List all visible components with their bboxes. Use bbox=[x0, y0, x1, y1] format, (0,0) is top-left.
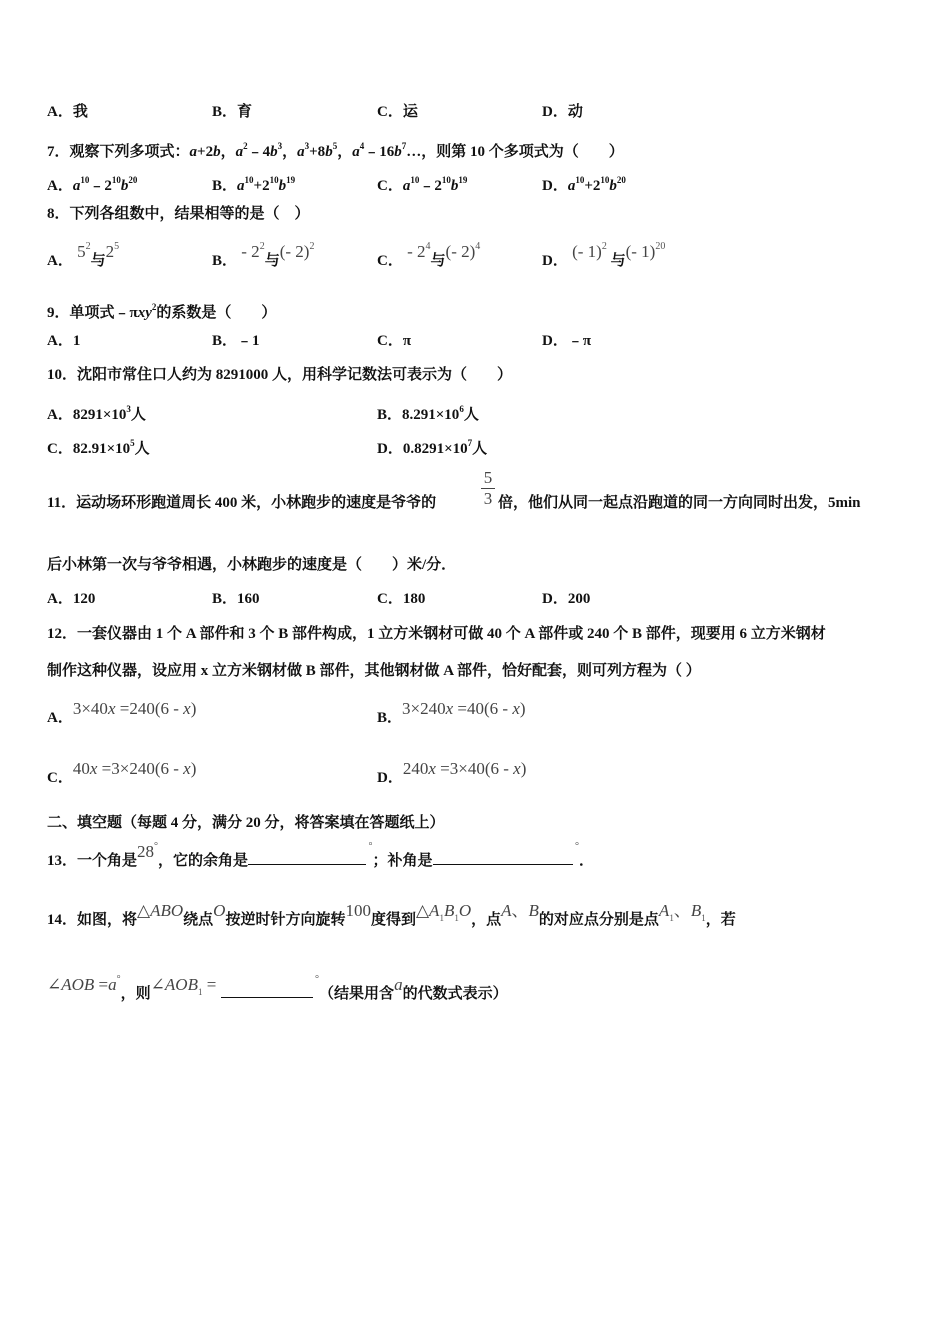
math-segment: A bbox=[501, 901, 512, 920]
text-segment: 与 bbox=[430, 253, 446, 269]
math-segment: 1 bbox=[454, 913, 459, 923]
text-segment: ﹣2 bbox=[89, 178, 112, 194]
text-segment: B． bbox=[212, 178, 238, 194]
text-line bbox=[47, 136, 624, 162]
math-segment: ABO bbox=[150, 901, 184, 920]
text-line bbox=[212, 589, 260, 609]
math-segment: 10 bbox=[80, 175, 90, 185]
math-segment: b bbox=[450, 178, 459, 194]
text-segment: C． bbox=[47, 770, 73, 786]
text-segment: A． bbox=[47, 253, 73, 269]
math-segment: 10 bbox=[410, 175, 420, 185]
math-segment: 40 bbox=[72, 759, 90, 778]
math-segment: 6 bbox=[459, 404, 464, 414]
text-line bbox=[212, 102, 252, 122]
text-segment: 9．单项式﹣π bbox=[47, 305, 138, 321]
text-line bbox=[47, 813, 445, 833]
text-segment: 的代数式表示） bbox=[402, 986, 508, 1002]
text-segment: 人 bbox=[463, 407, 479, 423]
math-segment: 10 bbox=[111, 175, 121, 185]
math-segment: a bbox=[402, 178, 411, 194]
text-segment: D．﹣π bbox=[542, 333, 592, 349]
math-segment: 2 bbox=[151, 302, 157, 312]
text-segment: 10．沈阳市常住口人约为 8291000 人，用科学记数法可表示为（ ） bbox=[47, 367, 513, 383]
text-segment: 按逆时针方向旋转 bbox=[225, 912, 346, 928]
math-segment: 1 bbox=[669, 913, 674, 923]
math-segment: b bbox=[394, 144, 402, 160]
text-line bbox=[212, 241, 315, 273]
text-segment: B．﹣1 bbox=[212, 333, 260, 349]
math-segment: a bbox=[297, 144, 305, 160]
text-segment: 人 bbox=[472, 441, 488, 457]
math-segment: ∠ bbox=[150, 975, 165, 994]
text-line bbox=[47, 297, 276, 323]
text-segment: D．0.8291×10 bbox=[377, 441, 468, 457]
math-segment: 、 bbox=[511, 901, 529, 920]
math-segment: 1 bbox=[439, 913, 444, 923]
math-segment: 2 bbox=[259, 241, 265, 252]
text-segment: B．160 bbox=[212, 591, 260, 607]
text-line bbox=[377, 331, 411, 351]
math-segment: =40(6 - bbox=[453, 699, 513, 718]
math-segment: 2 bbox=[243, 141, 248, 151]
math-segment: 4 bbox=[425, 241, 431, 252]
math-segment: B bbox=[443, 901, 455, 920]
text-line bbox=[47, 901, 736, 931]
text-segment: 与 bbox=[90, 253, 106, 269]
text-segment: 制作这种仪器，设应用 x 立方米钢材做 B 部件，其他钢材做 A 部件，恰好配套，则可列方程为（ ） bbox=[47, 663, 701, 679]
answer-blank bbox=[248, 850, 366, 865]
math-segment: 7 bbox=[401, 141, 407, 151]
text-segment: 绕点 bbox=[183, 912, 214, 928]
text-segment: 7．观察下列多项式： bbox=[47, 144, 190, 160]
math-segment: x bbox=[428, 759, 436, 778]
math-segment: A bbox=[658, 901, 670, 920]
math-segment: 7 bbox=[467, 438, 473, 448]
text-segment: ，若 bbox=[705, 912, 736, 928]
math-segment: AOB bbox=[164, 975, 198, 994]
text-segment: B．育 bbox=[212, 104, 253, 120]
text-line bbox=[377, 433, 487, 459]
math-segment: - 2 bbox=[237, 242, 260, 261]
math-segment: ) bbox=[190, 699, 197, 718]
math-segment: 3×40 bbox=[72, 699, 108, 718]
text-segment: C．82.91×10 bbox=[47, 441, 131, 457]
math-segment: ) bbox=[190, 759, 197, 778]
text-line bbox=[47, 661, 701, 681]
text-segment: B． bbox=[377, 710, 403, 726]
math-segment: 5 bbox=[130, 438, 135, 448]
text-line bbox=[47, 399, 146, 425]
text-segment: ，它的余角是 bbox=[158, 853, 249, 869]
text-segment: 14．如图，将 bbox=[47, 912, 138, 928]
text-line bbox=[47, 841, 595, 873]
text-segment: A．8291×10 bbox=[47, 407, 127, 423]
math-segment: b bbox=[213, 144, 221, 160]
math-segment: a bbox=[567, 178, 576, 194]
text-segment: +2 bbox=[197, 144, 214, 160]
math-segment: 10 bbox=[441, 175, 451, 185]
math-segment: 4 bbox=[359, 141, 365, 151]
math-segment: a bbox=[189, 144, 198, 160]
text-segment: （结果用含 bbox=[319, 986, 395, 1002]
text-segment: ，点 bbox=[471, 912, 502, 928]
text-segment: ﹣2 bbox=[419, 178, 442, 194]
text-segment: ﹣16 bbox=[364, 144, 395, 160]
text-segment: C． bbox=[377, 253, 403, 269]
math-segment: 、 bbox=[673, 901, 691, 920]
text-segment: ；补角是 bbox=[372, 853, 433, 869]
text-segment: 与 bbox=[606, 253, 626, 269]
text-line bbox=[212, 331, 260, 351]
text-segment: +2 bbox=[253, 178, 270, 194]
text-line bbox=[542, 589, 590, 609]
math-segment: ) bbox=[519, 699, 526, 718]
math-segment: 20 bbox=[655, 241, 666, 252]
math-segment: 10 bbox=[269, 175, 279, 185]
text-segment: A． bbox=[47, 710, 73, 726]
text-line bbox=[47, 365, 512, 385]
answer-blank bbox=[221, 983, 313, 998]
text-line bbox=[377, 699, 526, 728]
math-segment: (- 1) bbox=[567, 242, 602, 261]
math-segment: x bbox=[183, 699, 191, 718]
math-segment: ° bbox=[366, 841, 373, 852]
math-segment: 20 bbox=[128, 175, 138, 185]
math-segment: = bbox=[94, 975, 109, 994]
math-segment: ° bbox=[116, 974, 121, 985]
math-segment: (- 2) bbox=[445, 242, 476, 261]
text-segment: D．动 bbox=[542, 104, 583, 120]
text-segment: 与 bbox=[264, 253, 280, 269]
text-segment: ． bbox=[579, 853, 595, 869]
fraction-numerator: 5 bbox=[483, 468, 493, 487]
text-line bbox=[377, 589, 425, 609]
text-line bbox=[542, 241, 666, 273]
math-segment: 10 bbox=[600, 175, 610, 185]
math-segment: 5 bbox=[114, 241, 120, 252]
text-line bbox=[377, 170, 467, 196]
text-segment: ，则 bbox=[120, 986, 151, 1002]
math-segment: b bbox=[270, 144, 278, 160]
math-segment: 3 bbox=[277, 141, 283, 151]
text-segment: 的系数是（ ） bbox=[156, 305, 277, 321]
text-segment: D． bbox=[377, 770, 403, 786]
math-segment: - 2 bbox=[402, 242, 426, 261]
answer-blank bbox=[433, 850, 573, 865]
text-line bbox=[47, 331, 80, 351]
text-segment: C．运 bbox=[377, 104, 418, 120]
fraction-denominator: 3 bbox=[483, 489, 493, 508]
math-segment: 240 bbox=[402, 759, 429, 778]
text-segment: C．π bbox=[377, 333, 412, 349]
text-segment: 11．运动场环形跑道周长 400 米，小林跑步的速度是爷爷的 bbox=[47, 495, 437, 511]
math-segment: b bbox=[120, 178, 129, 194]
text-segment: A． bbox=[47, 178, 73, 194]
math-segment: x bbox=[512, 699, 520, 718]
math-segment: 4 bbox=[475, 241, 481, 252]
math-segment: a bbox=[237, 178, 245, 194]
math-segment: xy bbox=[137, 305, 152, 321]
text-segment: +8 bbox=[309, 144, 326, 160]
text-line bbox=[542, 170, 626, 196]
math-segment: 28 bbox=[137, 842, 155, 861]
text-segment: B． bbox=[212, 253, 238, 269]
text-line bbox=[377, 759, 527, 788]
math-segment: 2 bbox=[309, 241, 315, 252]
text-segment: ， bbox=[282, 144, 298, 160]
math-segment: ° bbox=[312, 974, 320, 985]
math-segment: △ bbox=[415, 901, 430, 920]
text-segment: 13．一个角是 bbox=[47, 853, 138, 869]
math-segment: a bbox=[352, 144, 360, 160]
math-segment: a bbox=[72, 178, 81, 194]
math-segment: 19 bbox=[458, 175, 468, 185]
math-segment: =3×240(6 - bbox=[97, 759, 184, 778]
text-segment: 人 bbox=[134, 441, 150, 457]
math-segment: O bbox=[458, 901, 472, 920]
text-line bbox=[47, 555, 456, 575]
text-segment: ， bbox=[337, 144, 353, 160]
text-segment: 12．一套仪器由 1 个 A 部件和 3 个 B 部件构成，1 立方米钢材可做 40 个 A 部件或 240 个 B 部件，现要用 6 立方米钢材 bbox=[47, 626, 826, 642]
text-line bbox=[377, 241, 481, 273]
math-segment: ° bbox=[572, 841, 580, 852]
text-line bbox=[377, 399, 479, 425]
math-segment: 3 bbox=[126, 404, 131, 414]
fraction-five-thirds bbox=[481, 469, 495, 508]
math-segment: 2 bbox=[85, 241, 91, 252]
text-segment: A．120 bbox=[47, 591, 96, 607]
text-segment: D． bbox=[542, 253, 568, 269]
math-segment: 2 bbox=[105, 242, 115, 261]
math-segment: ) bbox=[520, 759, 527, 778]
math-segment: O bbox=[213, 901, 226, 920]
math-segment: x bbox=[107, 699, 116, 718]
math-segment: a bbox=[394, 975, 403, 994]
text-segment: C． bbox=[377, 178, 403, 194]
math-segment: B bbox=[690, 901, 702, 920]
text-segment: 倍，他们从同一起点沿跑道的同一方向同时出发，5min bbox=[498, 495, 861, 511]
math-segment: a bbox=[108, 975, 117, 994]
math-segment: x bbox=[183, 759, 191, 778]
math-segment: 19 bbox=[286, 175, 296, 185]
math-segment: (- 2) bbox=[279, 242, 310, 261]
text-segment: D．200 bbox=[542, 591, 591, 607]
text-line bbox=[542, 102, 583, 122]
text-line bbox=[47, 433, 150, 459]
math-segment: 5 bbox=[72, 242, 86, 261]
math-segment: AOB bbox=[61, 975, 95, 994]
math-segment: x bbox=[513, 759, 521, 778]
math-segment: =3×40(6 - bbox=[435, 759, 514, 778]
text-line bbox=[47, 204, 310, 224]
text-segment: …，则第 10 个多项式为（ ） bbox=[406, 144, 624, 160]
math-segment: 1 bbox=[701, 913, 706, 923]
math-segment: x bbox=[445, 699, 454, 718]
math-segment: b bbox=[278, 178, 287, 194]
math-segment: 10 bbox=[244, 175, 254, 185]
text-line bbox=[47, 974, 508, 1006]
text-segment: A．1 bbox=[47, 333, 81, 349]
text-segment: 度得到 bbox=[370, 912, 416, 928]
text-line bbox=[47, 170, 137, 196]
text-segment: 二、填空题（每题 4 分，满分 20 分，将答案填在答题纸上） bbox=[47, 815, 445, 831]
text-segment: 8．下列各组数中，结果相等的是（ ） bbox=[47, 206, 310, 222]
math-segment: 10 bbox=[575, 175, 585, 185]
text-segment: +2 bbox=[584, 178, 601, 194]
text-segment: ﹣4 bbox=[247, 144, 271, 160]
math-segment: 20 bbox=[616, 175, 626, 185]
math-segment: b bbox=[609, 178, 617, 194]
math-segment: a bbox=[235, 144, 244, 160]
text-segment: 人 bbox=[130, 407, 146, 423]
math-segment: 100 bbox=[345, 901, 371, 920]
text-segment: D． bbox=[542, 178, 568, 194]
text-segment: ， bbox=[220, 144, 236, 160]
text-line bbox=[47, 493, 436, 513]
text-line bbox=[498, 493, 861, 513]
math-segment: =240(6 - bbox=[115, 699, 184, 718]
text-segment: B．8.291×10 bbox=[377, 407, 460, 423]
math-segment: 1 bbox=[197, 987, 203, 997]
math-segment: △ bbox=[137, 901, 151, 920]
text-line bbox=[47, 589, 95, 609]
math-segment: ∠ bbox=[47, 975, 62, 994]
math-segment: 2 bbox=[601, 241, 607, 252]
text-segment: A．我 bbox=[47, 104, 88, 120]
text-line bbox=[212, 170, 295, 196]
text-line bbox=[47, 102, 88, 122]
math-segment: 5 bbox=[332, 141, 338, 151]
math-segment: 3 bbox=[304, 141, 310, 151]
math-segment: B bbox=[528, 901, 539, 920]
math-segment: 3×240 bbox=[402, 699, 446, 718]
text-line bbox=[47, 624, 826, 644]
text-segment: C．180 bbox=[377, 591, 426, 607]
text-segment: 的对应点分别是点 bbox=[538, 912, 659, 928]
text-segment: 后小林第一次与爷爷相遇，小林跑步的速度是（ ）米/分． bbox=[47, 557, 457, 573]
math-segment: (- 1) bbox=[625, 242, 656, 261]
math-segment: ° bbox=[154, 841, 159, 852]
math-segment: = bbox=[202, 975, 221, 994]
math-segment: b bbox=[325, 144, 333, 160]
text-line bbox=[47, 699, 197, 728]
text-line bbox=[47, 759, 197, 788]
math-segment: x bbox=[89, 759, 98, 778]
text-line bbox=[377, 102, 418, 122]
text-line bbox=[47, 241, 120, 273]
math-segment: A bbox=[429, 901, 440, 920]
text-line bbox=[542, 331, 591, 351]
